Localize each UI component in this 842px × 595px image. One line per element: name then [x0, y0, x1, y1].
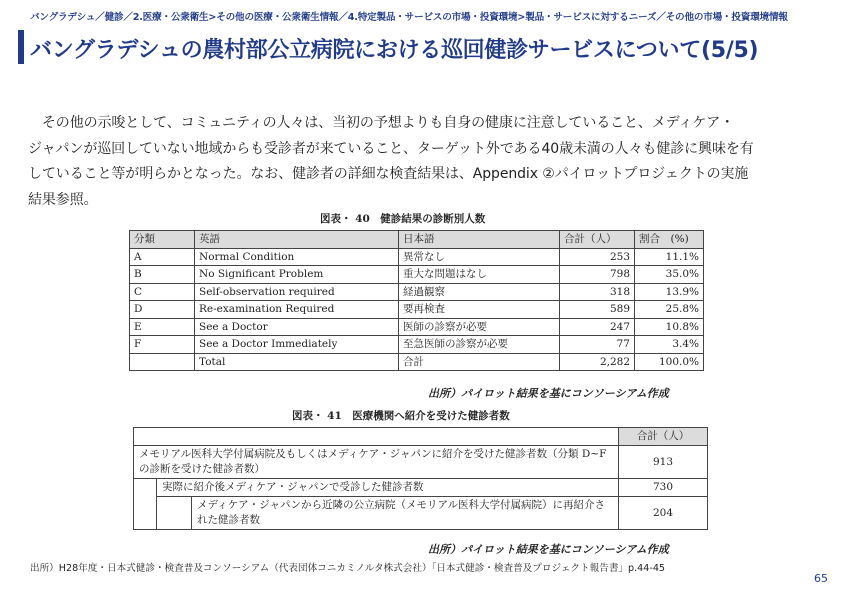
body-line: その他の示唆として、コミュニティの人々は、当初の予想よりも自身の健康に注意していること、メディケア・ [28, 115, 735, 131]
table-header-row [134, 428, 708, 446]
cell-percent: 13.9% [635, 283, 704, 301]
cell-total: 77 [560, 336, 635, 354]
diagnosis-table [129, 230, 704, 371]
cell-percent: 11.1% [635, 248, 704, 266]
cell-japanese: 重大な問題はなし [399, 266, 560, 284]
cell-percent: 3.4% [635, 336, 704, 354]
title-accent-bar [18, 30, 24, 64]
cell-japanese: 要再検査 [399, 301, 560, 319]
cell-class: C [130, 283, 195, 301]
referral-table [133, 427, 708, 530]
cell-class: A [130, 248, 195, 266]
cell-english: Normal Condition [195, 248, 399, 266]
table-row [130, 301, 704, 319]
table-row [130, 283, 704, 301]
cell-english: Total [195, 353, 399, 371]
cell-japanese: 医師の診察が必要 [399, 318, 560, 336]
cell-class: D [130, 301, 195, 319]
cell-english: Re-examination Required [195, 301, 399, 319]
cell-class [130, 353, 195, 371]
cell-japanese: 異常なし [399, 248, 560, 266]
cell-total: 253 [560, 248, 635, 266]
cell-class: F [130, 336, 195, 354]
col-header-total: 合計（人） [619, 428, 708, 446]
cell-english: See a Doctor Immediately [195, 336, 399, 354]
table1-source: 出所）パイロット結果を基にコンソーシアム作成 [428, 387, 669, 400]
cell-japanese: 至急医師の診察が必要 [399, 336, 560, 354]
table2-caption: 図表・ 41 医療機関へ紹介を受けた健診者数 [292, 410, 510, 422]
table1-caption: 図表・ 40 健診結果の診断別人数 [320, 213, 486, 225]
cell-english: No Significant Problem [195, 266, 399, 284]
table2-source: 出所）パイロット結果を基にコンソーシアム作成 [428, 543, 669, 556]
table-row [134, 479, 708, 497]
row-value: 913 [619, 446, 708, 479]
indent-cell [157, 497, 192, 530]
cell-percent: 25.8% [635, 301, 704, 319]
cell-total: 318 [560, 283, 635, 301]
page-number: 65 [814, 572, 828, 585]
col-header-english: 英語 [195, 231, 399, 249]
col-header-total: 合計（人） [560, 231, 635, 249]
cell-english: See a Doctor [195, 318, 399, 336]
body-line: 結果参照。 [28, 191, 98, 208]
cell-percent: 10.8% [635, 318, 704, 336]
cell-total: 589 [560, 301, 635, 319]
col-header-class: 分類 [130, 231, 195, 249]
cell-japanese: 合計 [399, 353, 560, 371]
body-line: していること等が明らかとなった。なお、健診者の詳細な検査結果は、Appendix ②パイロットプロジェクトの実施 [28, 166, 749, 182]
body-paragraph [28, 111, 830, 213]
cell-total: 798 [560, 266, 635, 284]
table-row [130, 248, 704, 266]
body-line: ジャパンが巡回していない地域からも受診者が来ていること、ターゲット外である40歳未満の人々も健診に興味を有 [28, 140, 754, 157]
page-title: バングラデシュの農村部公立病院における巡回健診サービスについて(5/5) [30, 38, 759, 63]
cell-class: E [130, 318, 195, 336]
col-header-japanese: 日本語 [399, 231, 560, 249]
table-header-row [130, 231, 704, 249]
cell-english: Self-observation required [195, 283, 399, 301]
table-row [130, 318, 704, 336]
cell-japanese: 経過観察 [399, 283, 560, 301]
cell-total: 247 [560, 318, 635, 336]
table-row [130, 266, 704, 284]
footer-source: 出所）H28年度・日本式健診・検査普及コンソーシアム（代表団体コニカミノルタ株式会社）「日本式健診・検査普及プロジェクト報告書」p.44-45 [30, 563, 666, 574]
table-row [134, 497, 708, 530]
table-total-row [130, 353, 704, 371]
row-label: メモリアル医科大学付属病院及もしくはメディケア・ジャパンに紹介を受けた健診者数（分類 D~F の診断を受けた健診者数） [134, 446, 619, 479]
row-value: 730 [619, 479, 708, 497]
header-blank-cell [134, 428, 619, 446]
cell-percent: 100.0% [635, 353, 704, 371]
row-label: 実際に紹介後メディケア・ジャパンで受診した健診者数 [157, 479, 619, 497]
table-row [130, 336, 704, 354]
indent-cell [134, 479, 157, 530]
row-label: メディケア・ジャパンから近隣の公立病院（メモリアル医科大学付属病院）に再紹介された健診者数 [192, 497, 619, 530]
row-value: 204 [619, 497, 708, 530]
cell-percent: 35.0% [635, 266, 704, 284]
cell-total: 2,282 [560, 353, 635, 371]
col-header-percent: 割合 (%) [635, 231, 704, 249]
cell-class: B [130, 266, 195, 284]
table-row [134, 446, 708, 479]
breadcrumb: バングラデシュ／健診／2.医療・公衆衛生>その他の医療・公衆衛生情報／4.特定製品・サービスの市場・投資環境>製品・サービスに対するニーズ／その他の市場・投資環境情報 [30, 12, 788, 23]
